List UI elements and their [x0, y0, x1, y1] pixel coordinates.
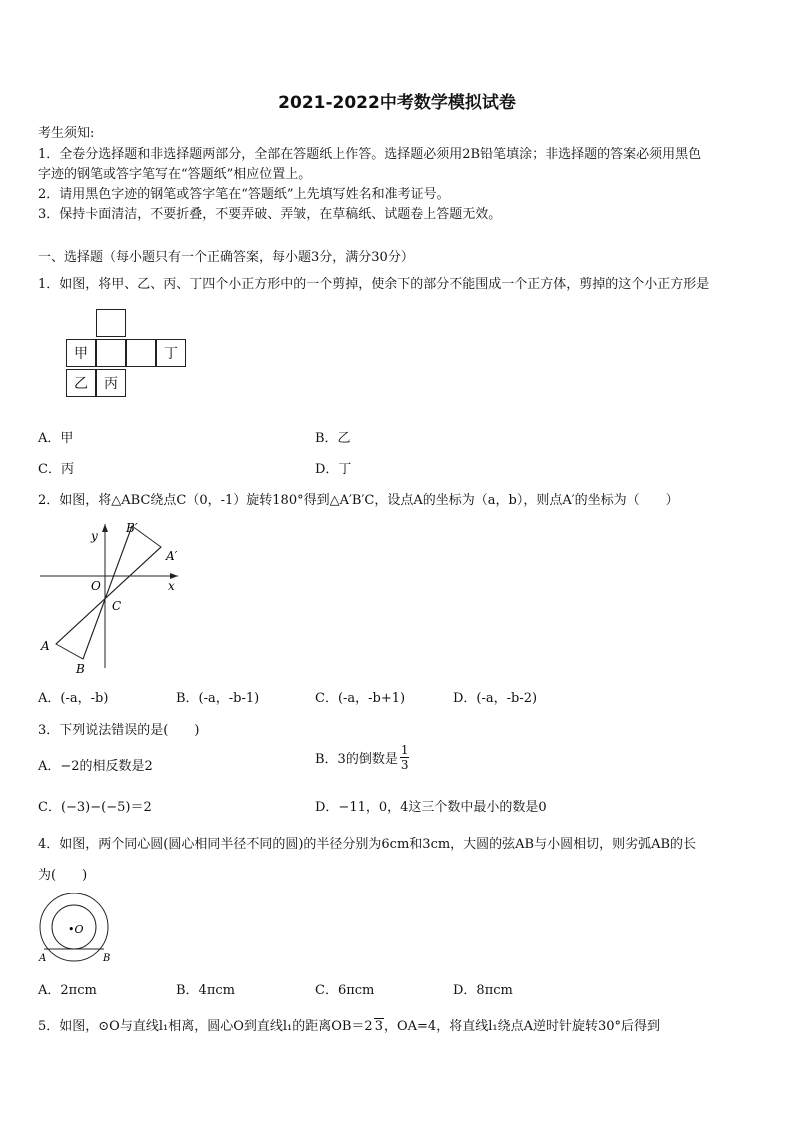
q1-cube-net-figure: [66, 309, 190, 403]
axis-y-label: y: [91, 529, 98, 543]
center-o-label: •O: [68, 923, 84, 936]
point-b-label: B: [76, 662, 85, 676]
q5-sqrt: 3: [374, 1019, 383, 1034]
q2-option-a[interactable]: A．(-a，-b): [38, 691, 109, 706]
q3-stem: 3．下列说法错误的是( ): [38, 723, 200, 738]
net-cell-yi: 乙: [66, 369, 96, 397]
net-cell-center: [96, 339, 126, 367]
q1-option-d[interactable]: D．丁: [315, 462, 352, 477]
origin-label: O: [91, 579, 101, 593]
point-b-prime-label: B′: [126, 521, 138, 535]
net-cell-right: [126, 339, 156, 367]
q4-option-c[interactable]: C．6πcm: [315, 983, 375, 998]
net-cell-jia: 甲: [66, 339, 96, 367]
axis-x-label: x: [168, 579, 175, 593]
q3-option-d[interactable]: D．−11，0，4这三个数中最小的数是0: [315, 800, 547, 815]
q4-stem-line2: 为( ): [38, 868, 88, 883]
notice-item-1-cont: 字迹的钢笔或答字笔写在“答题纸”相应位置上。: [38, 167, 312, 182]
point-b-label: B: [103, 953, 111, 964]
q2-option-b[interactable]: B．(-a，-b-1): [176, 691, 260, 706]
q5-stem-post: ，OA=4，将直线l₁绕点A逆时针旋转30°后得到: [383, 1019, 660, 1034]
fraction-numerator: 1: [400, 743, 409, 757]
q5-stem: [38, 1015, 660, 1034]
q3-option-a[interactable]: A．−2的相反数是2: [38, 759, 153, 774]
point-a-label: A: [41, 639, 50, 653]
q3-option-c[interactable]: C．(−3)−(−5)＝2: [38, 800, 152, 815]
q4-option-d[interactable]: D．8πcm: [453, 983, 513, 998]
q5-stem-pre: 5．如图，⊙O与直线l₁相离，圆心O到直线l₁的距离OB＝2: [38, 1019, 373, 1034]
point-a-label: A: [39, 953, 47, 964]
net-cell-ding: 丁: [156, 339, 186, 367]
point-c-label: C: [112, 599, 122, 613]
net-cell-top: [96, 309, 126, 337]
q3-option-b[interactable]: [315, 743, 409, 772]
notice-item-3: 3．保持卡面清洁，不要折叠，不要弄破、弄皱，在草稿纸、试题卷上答题无效。: [38, 207, 502, 222]
page-title: 2021-2022中考数学模拟试卷: [278, 93, 516, 113]
q2-stem: 2．如图，将△ABC绕点C（0，-1）旋转180°得到△A′B′C，设点A的坐标为（a，b），则点A′的坐标为（ ）: [38, 493, 679, 508]
q4-concentric-circles-figure: [34, 893, 116, 965]
q2-option-c[interactable]: C．(-a，-b+1): [315, 691, 406, 706]
notice-item-1: 1．全卷分选择题和非选择题两部分，全部在答题纸上作答。选择题必须用2B铅笔填涂；非选择题的答案必须用黑色: [38, 147, 702, 162]
q2-rotation-figure: [36, 518, 186, 680]
q4-stem-line1: 4．如图，两个同心圆(圆心相同半径不同的圆)的半径分别为6cm和3cm，大圆的弦AB与小圆相切，则劣弧AB的长: [38, 837, 697, 852]
net-cell-bing: 丙: [96, 369, 126, 397]
q1-option-b[interactable]: B．乙: [315, 431, 351, 446]
q4-option-a[interactable]: A．2πcm: [38, 983, 97, 998]
q1-option-c[interactable]: C．丙: [38, 462, 74, 477]
section-heading: 一、选择题（每小题只有一个正确答案，每小题3分，满分30分）: [38, 250, 414, 265]
notice-item-2: 2．请用黑色字迹的钢笔或答字笔在“答题纸”上先填写姓名和准考证号。: [38, 187, 450, 202]
q1-stem: 1．如图，将甲、乙、丙、丁四个小正方形中的一个剪掉，使余下的部分不能围成一个正方体，剪掉的这个小正方形是: [38, 277, 710, 292]
fraction-denominator: 3: [400, 758, 409, 772]
q4-option-b[interactable]: B．4πcm: [176, 983, 235, 998]
point-a-prime-label: A′: [166, 549, 178, 563]
q2-option-d[interactable]: D．(-a，-b-2): [453, 691, 538, 706]
q3-option-b-text: B．3的倒数是: [315, 752, 398, 767]
q3-option-b-fraction: [400, 743, 410, 772]
notice-heading: 考生须知:: [38, 126, 95, 141]
q1-option-a[interactable]: A．甲: [38, 431, 74, 446]
